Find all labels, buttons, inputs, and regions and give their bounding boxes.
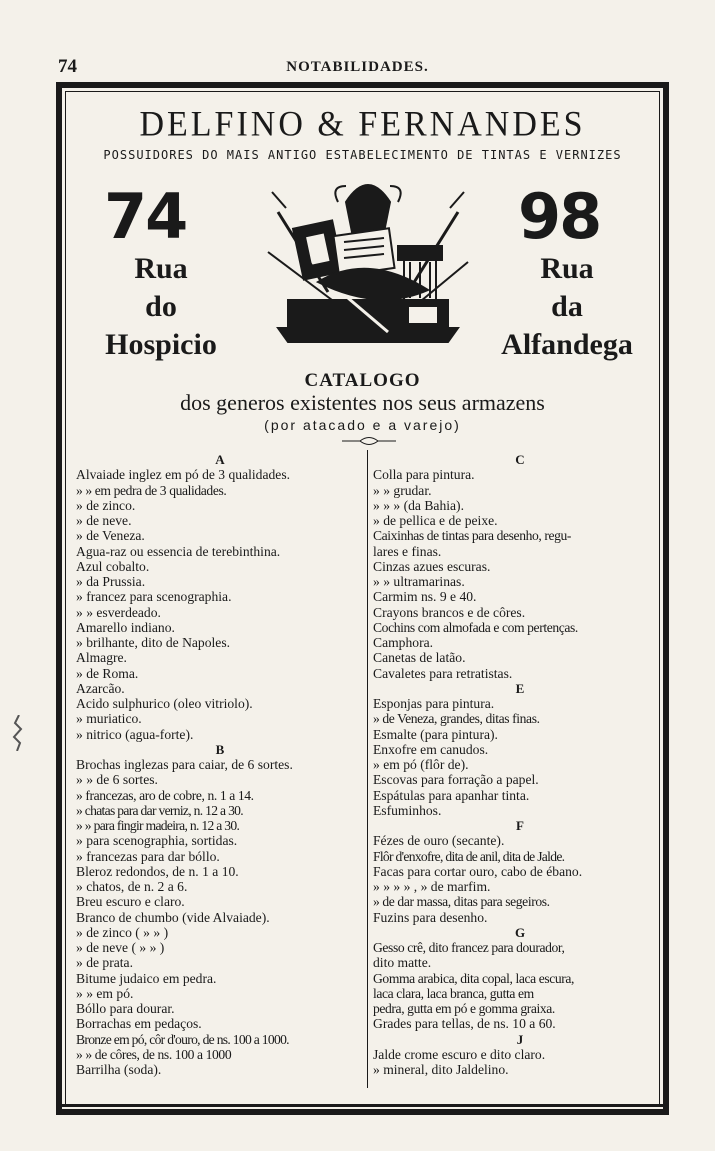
catalog-entry: » para scenographia, sortidas. bbox=[76, 833, 238, 849]
catalog-entry: » francezas, aro de cobre, n. 1 a 14. bbox=[76, 787, 254, 803]
section-letter: G bbox=[514, 924, 526, 940]
left-street-line1: Rua bbox=[134, 252, 188, 285]
painters-tools-trophy-icon bbox=[258, 172, 478, 352]
catalog-entry: » mineral, dito Jaldelino. bbox=[373, 1062, 509, 1077]
catalog-entry: laca clara, laca branca, gutta em bbox=[373, 985, 534, 1001]
catalog-entry: Barrilha (soda). bbox=[76, 1062, 162, 1077]
margin-stain-icon bbox=[12, 715, 26, 751]
catalog-entry: » de prata. bbox=[76, 955, 133, 971]
catalog-entry: Bitume judaico em pedra. bbox=[76, 970, 217, 986]
catalog-entry: Gomma arabica, dita copal, laca escura, bbox=[373, 970, 575, 986]
catalog-entry: Azul cobalto. bbox=[76, 558, 150, 574]
catalog-entry: Esponjas para pintura. bbox=[373, 696, 495, 711]
catalog-entry: » de neve. bbox=[76, 513, 132, 528]
catalog-entry: » » esverdeado. bbox=[76, 604, 161, 620]
catalog-entry: Alvaiade inglez em pó de 3 qualidades. bbox=[76, 467, 291, 483]
section-letter: B bbox=[215, 741, 225, 757]
firm-subtitle: POSSUIDORES DO MAIS ANTIGO ESTABELECIMENTO DE TINTAS E VERNIZES bbox=[103, 148, 622, 162]
catalog-entry: Gesso crê, dito francez para dourador, bbox=[373, 940, 565, 955]
catalog-entry: Esfuminhos. bbox=[373, 802, 442, 818]
catalog-entry: Almagre. bbox=[76, 650, 127, 666]
catalog-entry: Fézes de ouro (secante). bbox=[373, 833, 505, 849]
catalog-entry: » de Veneza, grandes, ditas finas. bbox=[373, 711, 540, 727]
catalog-entry: » chatas para dar verniz, n. 12 a 30. bbox=[76, 802, 243, 818]
catalog-entry: » brilhante, dito de Napoles. bbox=[76, 635, 231, 650]
catalog-entry: » de zinco. bbox=[76, 497, 136, 513]
right-street-line2: da bbox=[551, 290, 583, 323]
catalog-title: CATALOGO bbox=[304, 370, 421, 391]
catalog-entry: » » para fingir madeira, n. 12 a 30. bbox=[76, 818, 240, 833]
catalog-entry: » » em pedra de 3 qualidades. bbox=[76, 482, 227, 498]
column-divider bbox=[367, 450, 368, 1088]
right-street-number: 98 bbox=[518, 180, 601, 253]
catalog-entry: dito matte. bbox=[373, 955, 432, 971]
catalog-entry: Camphora. bbox=[373, 635, 434, 650]
catalog-entry: pedra, gutta em pó e gomma graixa. bbox=[373, 1001, 555, 1016]
left-street-name bbox=[76, 250, 246, 364]
catalog-entry: Borrachas em pedaços. bbox=[76, 1016, 202, 1032]
catalog-entry: Cavaletes para retratistas. bbox=[373, 665, 513, 681]
catalog-left-column bbox=[76, 452, 364, 1077]
catalog-entry: » de Roma. bbox=[76, 665, 139, 681]
catalog-entry: Fuzins para desenho. bbox=[373, 909, 488, 925]
catalog-entry: » francezas para dar bóllo. bbox=[76, 848, 220, 864]
catalog-entry: » » em pó. bbox=[76, 985, 134, 1001]
catalog-entry: » de zinco ( » » ) bbox=[76, 924, 169, 940]
catalog-entry: » » » » , » de marfim. bbox=[373, 879, 491, 894]
catalog-entry: » de Veneza. bbox=[76, 528, 145, 544]
catalog-right-column bbox=[373, 452, 667, 1077]
catalog-entry: Canetas de latão. bbox=[373, 650, 466, 666]
catalog-entry: Escovas para forração a papel. bbox=[373, 772, 539, 788]
catalog-description: dos generos existentes nos seus armazens bbox=[180, 390, 545, 415]
right-street-line3: Alfandega bbox=[501, 328, 633, 361]
running-head bbox=[0, 56, 715, 80]
catalog-entry: Acido sulphurico (oleo vitriolo). bbox=[76, 696, 253, 711]
catalog-entry: » » ultramarinas. bbox=[373, 574, 465, 589]
catalog-entry: Bóllo para dourar. bbox=[76, 1001, 175, 1016]
catalog-entry: » nitrico (agua-forte). bbox=[76, 726, 194, 742]
catalog-entry: Caixinhas de tintas para desenho, regu- bbox=[373, 528, 572, 544]
catalog-note: (por atacado e a varejo) bbox=[264, 417, 461, 433]
running-title: NOTABILIDADES. bbox=[286, 59, 429, 75]
catalog-entry: » da Prussia. bbox=[76, 574, 146, 589]
catalog-entry: » » grudar. bbox=[373, 482, 432, 498]
catalog-entry: Jalde crome escuro e dito claro. bbox=[373, 1046, 546, 1062]
left-street-number: 74 bbox=[104, 180, 187, 253]
section-letter: J bbox=[516, 1031, 524, 1047]
catalog-entry: » » » (da Bahia). bbox=[373, 497, 464, 513]
catalog-entry: Facas para cortar ouro, cabo de ébano. bbox=[373, 863, 583, 879]
catalog-entry: Agua-raz ou essencia de terebinthina. bbox=[76, 543, 281, 559]
advertisement-frame bbox=[56, 82, 669, 1115]
left-street-line2: do bbox=[145, 290, 177, 323]
catalog-entry: Breu escuro e claro. bbox=[76, 894, 185, 910]
catalog-entry: » em pó (flôr de). bbox=[373, 757, 469, 772]
catalog-entry: » de pellica e de peixe. bbox=[373, 513, 498, 528]
catalog-entry: Flôr d'enxofre, dita de anil, dita de Jalde. bbox=[373, 848, 565, 864]
catalog-entry: » » de 6 sortes. bbox=[76, 772, 158, 788]
catalog-entry: Esmalte (para pintura). bbox=[373, 726, 498, 742]
ornament-divider-icon bbox=[342, 436, 396, 446]
section-letter: E bbox=[515, 680, 525, 696]
catalog-entry: » de neve ( » » ) bbox=[76, 940, 165, 955]
catalog-entry: Amarello indiano. bbox=[76, 619, 175, 635]
section-letter: A bbox=[215, 452, 225, 467]
catalog-entry: » » de côres, de ns. 100 a 1000 bbox=[76, 1046, 232, 1062]
catalog-entry: Brochas inglezas para caiar, de 6 sortes. bbox=[76, 757, 293, 772]
catalog-entry: » francez para scenographia. bbox=[76, 589, 232, 605]
catalog-entry: lares e finas. bbox=[373, 543, 442, 559]
catalog-entry: Enxofre em canudos. bbox=[373, 741, 489, 757]
right-street-name bbox=[482, 250, 652, 364]
catalog-entry: Bronze em pó, côr d'ouro, de ns. 100 a 1000. bbox=[76, 1031, 289, 1047]
catalog-entry: » chatos, de n. 2 a 6. bbox=[76, 879, 188, 894]
catalog-entry: Crayons brancos e de côres. bbox=[373, 604, 526, 620]
page-number: 74 bbox=[58, 56, 77, 77]
left-street-line3: Hospicio bbox=[105, 328, 217, 361]
bottom-rule bbox=[56, 1104, 669, 1107]
catalog-entry: Grades para tellas, de ns. 10 a 60. bbox=[373, 1016, 556, 1032]
section-letter: C bbox=[515, 452, 525, 467]
catalog-entry: » de dar massa, ditas para segeiros. bbox=[373, 894, 550, 910]
catalog-entry: Carmim ns. 9 e 40. bbox=[373, 589, 477, 605]
firm-name: DELFINO & FERNANDES bbox=[139, 105, 586, 144]
catalog-entry: » muriatico. bbox=[76, 711, 142, 727]
section-letter: F bbox=[516, 818, 524, 833]
catalog-entry: Espátulas para apanhar tinta. bbox=[373, 787, 530, 803]
catalog-entry: Cochins com almofada e com pertenças. bbox=[373, 619, 578, 635]
right-street-line1: Rua bbox=[540, 252, 594, 285]
catalog-entry: Cinzas azues escuras. bbox=[373, 558, 491, 574]
catalog-entry: Azarcão. bbox=[76, 680, 125, 696]
catalog-entry: Branco de chumbo (vide Alvaiade). bbox=[76, 909, 270, 925]
catalog-entry: Bleroz redondos, de n. 1 a 10. bbox=[76, 863, 239, 879]
catalog-entry: Colla para pintura. bbox=[373, 467, 475, 483]
